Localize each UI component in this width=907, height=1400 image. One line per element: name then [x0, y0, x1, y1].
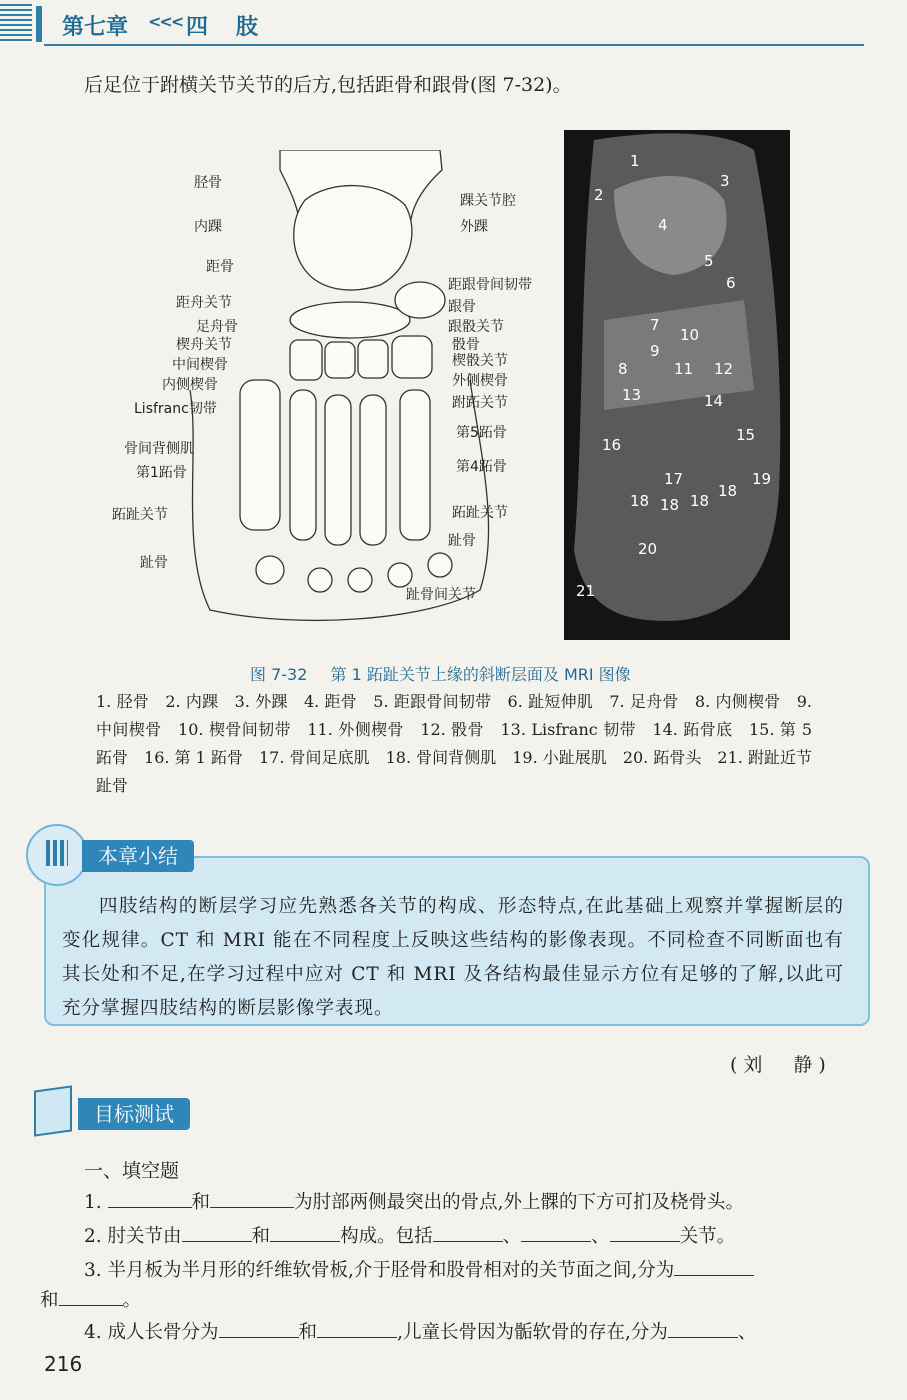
- question-3-line-1: [84, 1256, 754, 1282]
- figure-label-left-0: 胫骨: [194, 175, 222, 191]
- author: (刘 静): [730, 1054, 832, 1076]
- figure-label-left-5: 楔舟关节: [176, 337, 232, 353]
- figure-label-left-4: 足舟骨: [196, 319, 238, 335]
- mri-label-21: 19: [752, 470, 772, 488]
- figure-label-right-4: 跟骰关节: [448, 319, 504, 335]
- header-arrows: <<<: [148, 12, 183, 31]
- header-rule: [44, 44, 864, 46]
- foot-section-drawing: [180, 150, 550, 630]
- mri-label-22: 20: [638, 540, 658, 558]
- q4-blank-1[interactable]: [219, 1319, 299, 1338]
- figure-label-right-2: 距跟骨间韧带: [448, 277, 532, 293]
- q3-blank-2[interactable]: [59, 1287, 123, 1306]
- q4-blank-2[interactable]: [317, 1319, 397, 1338]
- q2-tail: 关节。: [679, 1226, 736, 1247]
- metatarsal-3: [325, 395, 351, 545]
- figure-label-right-0: 踝关节腔: [460, 193, 516, 209]
- figure-label-left-2: 距骨: [206, 259, 234, 275]
- figure-label-left-9: 骨间背侧肌: [124, 441, 194, 457]
- figure-label-right-7: 外侧楔骨: [452, 373, 508, 389]
- mri-label-18: 18: [660, 496, 680, 514]
- q2-mid: 构成。包括: [340, 1226, 433, 1247]
- cuneiform-1: [290, 340, 322, 380]
- mri-foot-silhouette: [564, 130, 790, 640]
- metatarsal-2: [290, 390, 316, 540]
- test-title: 目标测试: [78, 1098, 190, 1130]
- q2-blank-3[interactable]: [433, 1223, 503, 1242]
- q1-tail: 为肘部两侧最突出的骨点,外上髁的下方可扪及桡骨头。: [294, 1192, 744, 1213]
- mri-label-19: 18: [690, 492, 710, 510]
- metatarsal-5: [400, 390, 430, 540]
- test-notebook-icon: [26, 1084, 76, 1134]
- figure-label-left-1: 内踝: [194, 219, 222, 235]
- toe-3: [348, 568, 372, 592]
- toe-1: [256, 556, 284, 584]
- summary-title: 本章小结: [82, 840, 194, 872]
- figure-label-right-10: 第4跖骨: [456, 459, 507, 475]
- metatarsal-4: [360, 395, 386, 545]
- question-2: [84, 1222, 735, 1248]
- calcaneus-shape: [395, 282, 445, 318]
- q3-and: 和: [40, 1290, 59, 1311]
- figure-label-left-7: 内侧楔骨: [162, 377, 218, 393]
- mri-image: [564, 130, 790, 640]
- mri-label-14: 15: [736, 426, 756, 444]
- figure-label-left-8: Lisfranc韧带: [134, 401, 217, 417]
- talus-shape: [294, 186, 412, 290]
- header-bar: [36, 6, 42, 42]
- figure-label-right-5: 骰骨: [452, 337, 480, 353]
- intro-paragraph: 后足位于跗横关节关节的后方,包括距骨和跟骨(图 7-32)。: [84, 74, 572, 96]
- mri-label-11: 12: [714, 360, 734, 378]
- question-3-line-2: [40, 1286, 141, 1312]
- q3-end: 。: [122, 1290, 142, 1311]
- mri-label-20: 18: [718, 482, 738, 500]
- question-4: [84, 1318, 756, 1344]
- q2-num: 2. 肘关节由: [84, 1226, 182, 1247]
- figure-label-right-3: 跟骨: [448, 299, 476, 315]
- mri-label-6: 7: [650, 316, 660, 334]
- mri-label-4: 5: [704, 252, 714, 270]
- q2-blank-5[interactable]: [610, 1223, 680, 1242]
- mri-label-5: 6: [726, 274, 736, 292]
- q1-and: 和: [191, 1192, 211, 1213]
- mri-label-0: 1: [630, 152, 640, 170]
- figure-label-right-12: 趾骨: [448, 533, 476, 549]
- q4-num: 4. 成人长骨分为: [84, 1322, 219, 1343]
- cuneiform-3: [358, 340, 388, 378]
- q1-num: 1.: [84, 1192, 102, 1213]
- mri-label-9: 8: [618, 360, 628, 378]
- q4-and: 和: [298, 1322, 318, 1343]
- q2-blank-4[interactable]: [521, 1223, 591, 1242]
- toe-2: [308, 568, 332, 592]
- page-number: 216: [44, 1352, 83, 1376]
- navicular-shape: [290, 302, 410, 338]
- mri-label-16: 17: [664, 470, 684, 488]
- q3-blank-1[interactable]: [674, 1257, 754, 1276]
- section-label: 四肢: [186, 15, 287, 40]
- mri-label-3: 4: [658, 216, 668, 234]
- q1-blank-2[interactable]: [210, 1189, 294, 1208]
- figure-label-right-1: 外踝: [460, 219, 488, 235]
- cuboid-shape: [392, 336, 432, 378]
- q2-and: 和: [251, 1226, 271, 1247]
- q4-end: 、: [737, 1322, 757, 1343]
- chapter-label: 第七章: [62, 15, 129, 40]
- cuneiform-2: [325, 342, 355, 378]
- mri-label-7: 10: [680, 326, 700, 344]
- mri-label-12: 13: [622, 386, 642, 404]
- figure-label-right-11: 跖趾关节: [452, 505, 508, 521]
- figure-label-left-10: 第1跖骨: [136, 465, 187, 481]
- q2-sep1: 、: [502, 1226, 522, 1247]
- q4-mid: ,儿童长骨因为骺软骨的存在,分为: [397, 1322, 668, 1343]
- figure-label-left-3: 距舟关节: [176, 295, 232, 311]
- mri-label-10: 11: [674, 360, 694, 378]
- mri-label-1: 2: [594, 186, 604, 204]
- q1-blank-1[interactable]: [108, 1189, 192, 1208]
- mri-label-23: 21: [576, 582, 596, 600]
- mri-label-8: 9: [650, 342, 660, 360]
- summary-text: 四肢结构的断层学习应先熟悉各关节的构成、形态特点,在此基础上观察并掌握断层的变化规律。CT 和 MRI 能在不同程度上反映这些结构的影像表现。不同检查不同断面也有其长处和不足,在学习过程中应对 CT 和 MRI 及各结构最佳显示方位有足够的了解,以此可充分掌握四肢结构的断层影像学表现。: [62, 896, 844, 1019]
- mri-label-13: 14: [704, 392, 724, 410]
- q2-blank-1[interactable]: [182, 1223, 252, 1242]
- figure-title: 第 1 跖趾关节上缘的斜断层面及 MRI 图像: [330, 665, 631, 684]
- q3-text: 3. 半月板为半月形的纤维软骨板,介于胫骨和股骨相对的关节面之间,分为: [84, 1260, 675, 1281]
- figure-number: 图 7-32: [250, 665, 308, 684]
- running-header: [0, 0, 907, 48]
- figure-caption: [250, 662, 649, 685]
- q2-blank-2[interactable]: [270, 1223, 340, 1242]
- summary-chart-icon: [26, 824, 88, 886]
- header-stripes: [0, 4, 32, 44]
- metatarsal-1: [240, 380, 280, 530]
- figure-label-left-12: 趾骨: [140, 555, 168, 571]
- toe-5: [428, 553, 452, 577]
- figure-legend: 1. 胫骨 2. 内踝 3. 外踝 4. 距骨 5. 距跟骨间韧带 6. 趾短伸肌 7. 足舟骨 8. 内侧楔骨 9. 中间楔骨 10. 楔骨间韧带 11. 外侧楔骨 12. 骰骨 13. Lisfranc 韧带 14. 跖骨底 15. 第 5 跖骨 16. 第 1 跖骨 17. 骨间足底肌 18. 骨间背侧肌 19. 小趾展肌 20. 跖骨头 21. 跗趾近节趾骨: [96, 692, 812, 795]
- figure-label-right-9: 第5跖骨: [456, 425, 507, 441]
- figure-label-left-6: 中间楔骨: [172, 357, 228, 373]
- figure-label-right-6: 楔骰关节: [452, 353, 508, 369]
- section-fill-blank: 一、填空题: [84, 1160, 180, 1182]
- q2-sep2: 、: [591, 1226, 610, 1247]
- mri-label-15: 16: [602, 436, 622, 454]
- mri-label-17: 18: [630, 492, 650, 510]
- q4-blank-3[interactable]: [668, 1319, 738, 1338]
- figure-label-right-8: 跗跖关节: [452, 395, 508, 411]
- mri-label-2: 3: [720, 172, 730, 190]
- figure-label-right-13: 趾骨间关节: [406, 587, 476, 603]
- question-1: [84, 1188, 744, 1214]
- figure-label-left-11: 跖趾关节: [112, 507, 168, 523]
